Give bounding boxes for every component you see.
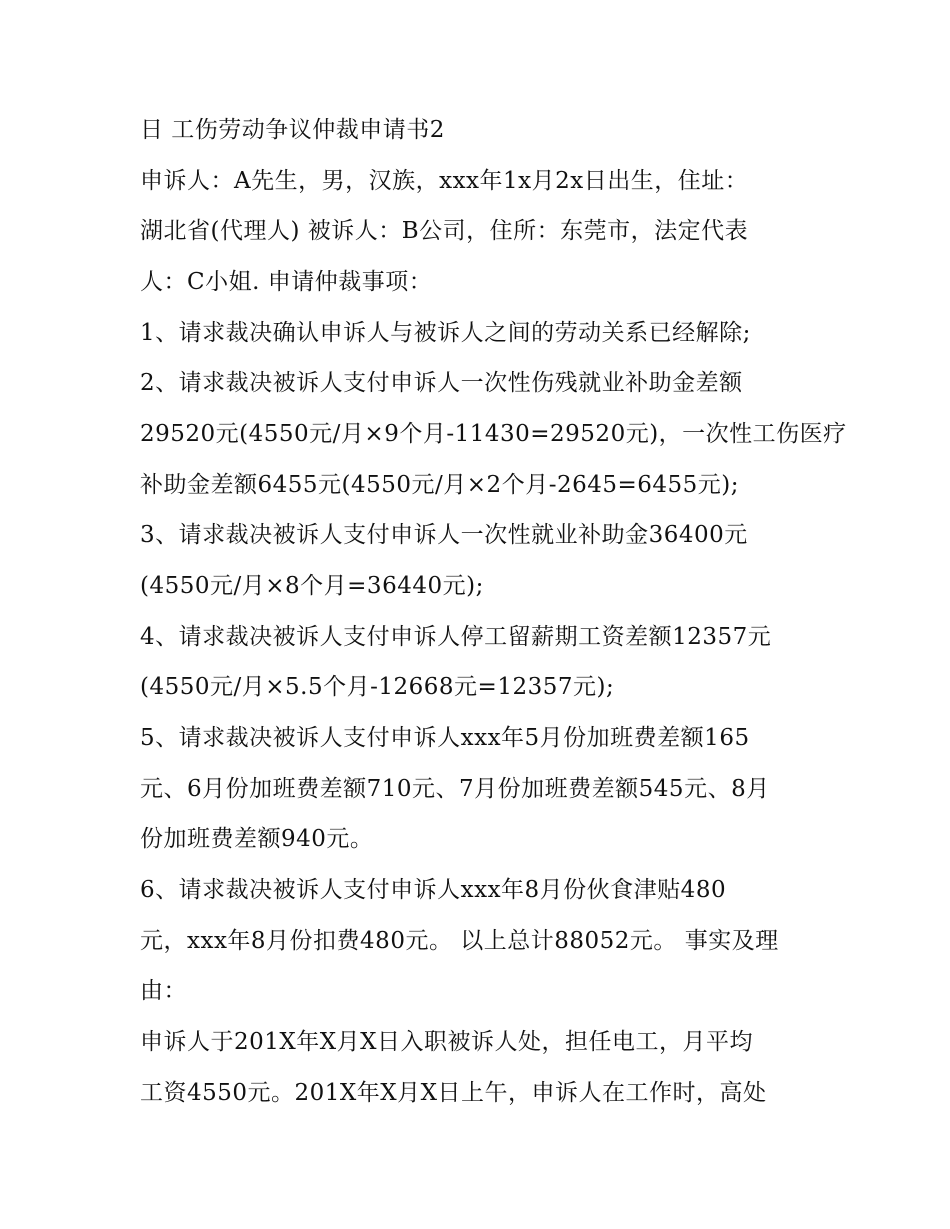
text-line: 6、请求裁决被诉人支付申诉人xxx年8月份伙食津贴480 [140, 877, 727, 903]
text-line: 申诉人于201X年X月X日入职被诉人处，担任电工，月平均 [140, 1029, 754, 1055]
text-line: 29520元(4550元/月×9个月-11430=29520元)，一次性工伤医疗 [140, 421, 847, 447]
text-line: 元、6月份加班费差额710元、7月份加班费差额545元、8月 [140, 776, 770, 802]
text-line: 申诉人：A先生，男，汉族，xxx年1x月2x日出生，住址： [140, 168, 749, 194]
text-line: 2、请求裁决被诉人支付申诉人一次性伤残就业补助金差额 [140, 370, 743, 396]
document-title: 日 工伤劳动争议仲裁申请书2 [140, 117, 445, 143]
text-line: 由： [140, 978, 187, 1004]
text-line: 元，xxx年8月份扣费480元。 以上总计88052元。 事实及理 [140, 928, 779, 954]
text-line: 4、请求裁决被诉人支付申诉人停工留薪期工资差额12357元 [140, 624, 772, 650]
text-line: (4550元/月×8个月=36440元); [140, 573, 484, 599]
text-line: 工资4550元。201X年X月X日上午，申诉人在工作时，高处 [140, 1080, 767, 1106]
text-line: 份加班费差额940元。 [140, 826, 374, 852]
text-line: 1、请求裁决确认申诉人与被诉人之间的劳动关系已经解除; [140, 320, 751, 346]
text-line: (4550元/月×5.5个月-12668元=12357元); [140, 674, 615, 700]
text-line: 5、请求裁决被诉人支付申诉人xxx年5月份加班费差额165 [140, 725, 750, 751]
text-line: 湖北省(代理人) 被诉人：B公司，住所：东莞市，法定代表 [140, 218, 749, 244]
text-line: 补助金差额6455元(4550元/月×2个月-2645=6455元); [140, 472, 740, 498]
text-line: 3、请求裁决被诉人支付申诉人一次性就业补助金36400元 [140, 522, 748, 548]
text-line: 人：C小姐. 申请仲裁事项： [140, 269, 433, 295]
